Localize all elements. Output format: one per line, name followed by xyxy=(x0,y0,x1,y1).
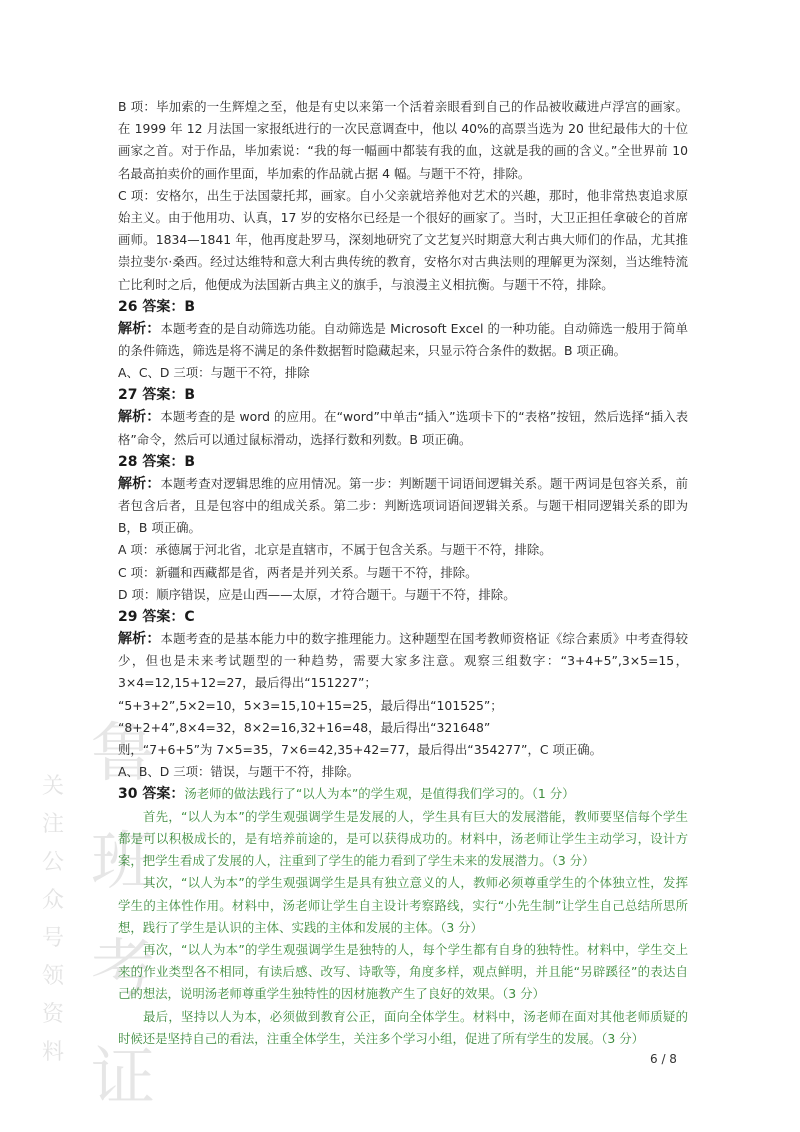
q28-analysis xyxy=(118,473,688,540)
q28-option-c: C 项：新疆和西藏都是省，两者是并列关系。与题干不符，排除。 xyxy=(118,564,478,580)
q26-analysis-text: 本题考查的是自动筛选功能。自动筛选是 Microsoft Excel 的一种功能。自动筛选一般用于简单的条件筛选，筛选是将不满足的条件数据暂时隐藏起来，只显示符合条件的数据。B 项正确。 xyxy=(118,320,688,359)
q30-answer-label: 30 答案： xyxy=(118,786,185,803)
q26-analysis-label: 解析： xyxy=(118,320,161,337)
q28-analysis-label: 解析： xyxy=(118,475,161,492)
q29-analysis xyxy=(118,628,688,695)
q29-analysis-label: 解析： xyxy=(118,631,161,648)
q26-answer: 26 答案：B xyxy=(118,298,196,315)
q29-line-3: “8+2+4”,8×4=32，8×2=16,32+16=48，最后得出“321648” xyxy=(118,719,491,735)
q29-others: A、B、D 三项：错误，与题干不符，排除。 xyxy=(118,764,360,780)
q26-analysis xyxy=(118,318,688,362)
q29-line-2: “5+3+2”,5×2=10，5×3=15,10+15=25，最后得出“101525”； xyxy=(118,697,503,713)
q30-point-3: 再次，“以人为本”的学生观强调学生是独特的人，每个学生都有自身的独特性。材料中，学生交上来的作业类型各不相同，有读后感、改写、诗歌等，角度多样，观点鲜明，并且能“另辟蹊径”的表达自己的想法，说明汤老师尊重学生独特性的因材施教产生了良好的效果。（3 分） xyxy=(118,941,688,1002)
q30-point-4: 最后，坚持以人为本，必须做到教育公正，面向全体学生。材料中，汤老师在面对其他老师质疑的时候还是坚持自己的看法，注重全体学生，关注多个学习小组，促进了所有学生的发展。（3 分） xyxy=(118,1008,688,1046)
q29-line-4: 则，“7+6+5”为 7×5=35，7×6=42,35+42=77，最后得出“354277”，C 项正确。 xyxy=(118,742,602,758)
q27-analysis xyxy=(118,406,688,450)
option-c-explanation: C 项：安格尔，出生于法国蒙托邦，画家。自小父亲就培养他对艺术的兴趣，那时，他非常热衷追求原始主义。由于他用功、认真，17 岁的安格尔已经是一个很好的画家了。当时，大卫正担任拿破仑的首席画师。1834—1841 年，他再度赴罗马，深刻地研究了文艺复兴时期意大利古典大师们的作品，尤其推崇拉斐尔·桑西。经过达维特和意大利古典传统的教育，安格尔对古典法则的理解更为深刻，当达维特流亡比利时之后，他便成为法国新古典主义的旗手，与浪漫主义相抗衡。与题干不符，排除。 xyxy=(118,187,688,292)
q26-others: A、C、D 三项：与题干不符，排除 xyxy=(118,365,310,381)
q30-answer xyxy=(118,783,688,805)
watermark-large: 鲁班考证 xyxy=(91,717,155,1115)
watermark-small: 关注公众号领资料 xyxy=(41,774,64,1065)
q27-analysis-text: 本题考查的是 word 的应用。在“word”中单击“插入”选项卡下的“表格”按钮，然后选择“插入表格”命令，然后可以通过鼠标滑动，选择行数和列数。B 项正确。 xyxy=(118,409,688,447)
option-b-explanation: B 项：毕加索的一生辉煌之至，他是有史以来第一个活着亲眼看到自己的作品被收藏进卢浮宫的画家。在 1999 年 12 月法国一家报纸进行的一次民意调查中，他以 40%的高票当选为 20 世纪最伟大的十位画家之首。对于作品，毕加索说：“我的每一幅画中都装有我的血，这就是我的画的含义。”全世界前 10 名最高拍卖价的画作里面，毕加索的作品就占据 4 幅。与题干不符，排除。 xyxy=(118,99,688,181)
answer-content xyxy=(118,96,688,1050)
q27-analysis-label: 解析： xyxy=(118,409,161,426)
q30-point-2: 其次，“以人为本”的学生观强调学生是具有独立意义的人，教师必须尊重学生的个体独立性，发挥学生的主体性作用。材料中，汤老师让学生自主设计考察路线，实行“小先生制”让学生自己总结所思所想，践行了学生是认识的主体、实践的主体和发展的主体。（3 分） xyxy=(118,875,688,935)
q30-lead: 汤老师的做法践行了“以人为本”的学生观，是值得我们学习的。（1 分） xyxy=(184,786,575,802)
page-number: 6 / 8 xyxy=(650,1052,677,1066)
q28-option-d: D 项：顺序错误，应是山西——太原，才符合题干。与题干不符，排除。 xyxy=(118,586,516,602)
q30-point-1: 首先，“以人为本”的学生观强调学生是发展的人，学生具有巨大的发展潜能，教师要坚信每个学生都是可以积极成长的，是有培养前途的，是可以获得成功的。材料中，汤老师让学生主动学习，设计方案，把学生看成了发展的人，注重到了学生的能力看到了学生未来的发展潜力。（3 分） xyxy=(118,808,688,869)
q28-answer: 28 答案：B xyxy=(118,453,196,470)
q28-analysis-text: 本题考查对逻辑思维的应用情况。第一步：判断题干词语间逻辑关系。题干两词是包容关系，前者包含后者，且是包容中的组成关系。第二步：判断选项词语间逻辑关系。与题干相同逻辑关系的即为 B，B 项正确。 xyxy=(118,475,689,536)
q29-analysis-text: 本题考查的是基本能力中的数字推理能力。这种题型在国考教师资格证《综合素质》中考查得较少，但也是未来考试题型的一种趋势，需要大家多注意。观察三组数字：“3+4+5”,3×5=15，3×4=12,15+12=27，最后得出“151227”； xyxy=(118,631,689,691)
q29-answer: 29 答案：C xyxy=(118,609,195,626)
q27-answer: 27 答案：B xyxy=(118,387,196,404)
q28-option-a: A 项：承德属于河北省，北京是直辖市，不属于包含关系。与题干不符，排除。 xyxy=(118,542,552,558)
